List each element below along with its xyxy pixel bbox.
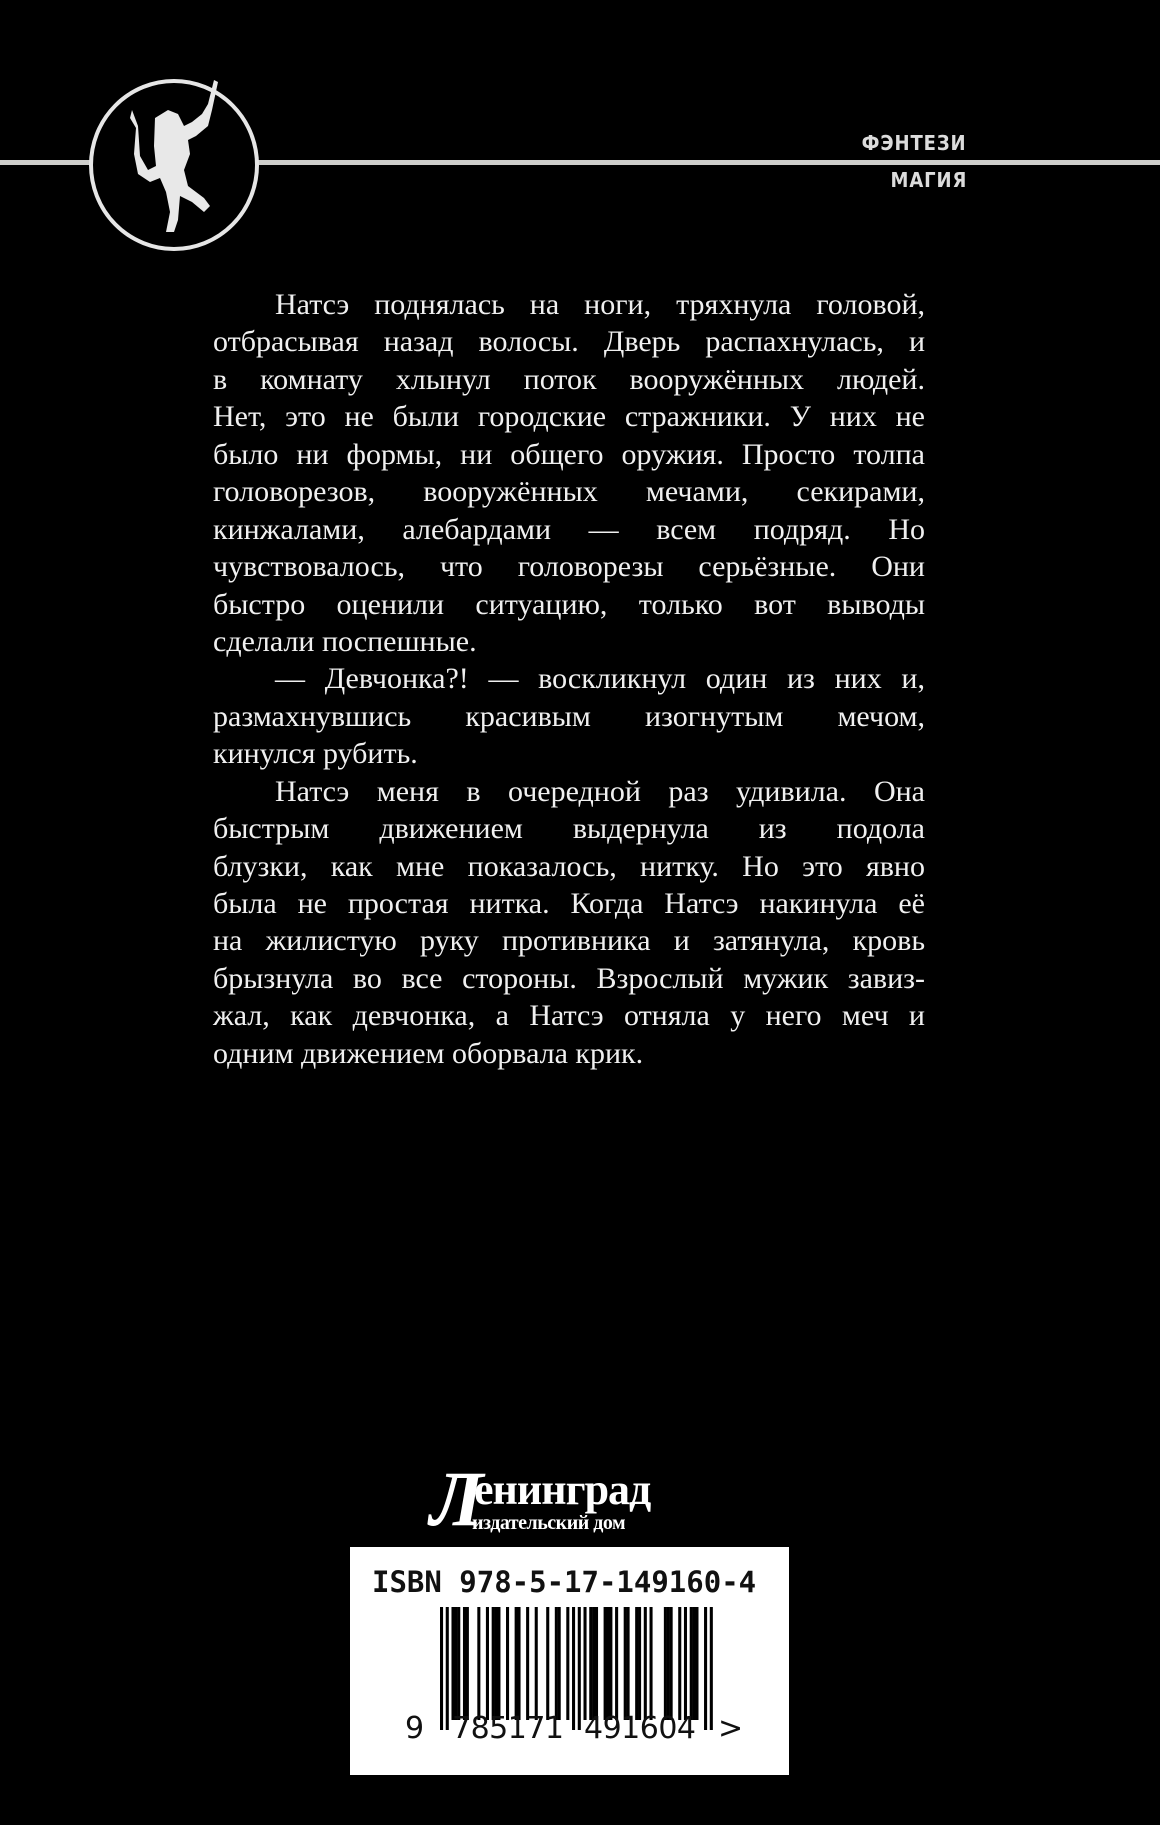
barcode-bar xyxy=(566,1607,569,1720)
barcode-bar xyxy=(446,1607,449,1730)
barcode-bar xyxy=(526,1607,529,1720)
barcode-bar xyxy=(486,1607,489,1720)
barcode-bar xyxy=(572,1607,575,1730)
isbn-barcode-block xyxy=(350,1547,789,1775)
barcode-bar xyxy=(492,1607,495,1720)
barcode-bar xyxy=(606,1607,609,1720)
barcode-bar xyxy=(451,1607,454,1720)
barcode-bar xyxy=(466,1607,469,1720)
header-rule-right xyxy=(258,160,1160,165)
isbn-number: ISBN 978-5-17-149160-4 xyxy=(372,1565,757,1599)
text-line: кинулся рубить. xyxy=(213,737,418,771)
barcode-bar xyxy=(624,1607,627,1720)
barcode-bar xyxy=(457,1607,460,1720)
barcode-bar xyxy=(650,1607,653,1720)
header-rule-left xyxy=(0,160,90,165)
text-line: — Девчонка?! — воскликнул один из них и, xyxy=(275,662,925,696)
barcode-bar xyxy=(454,1607,457,1720)
barcode-bar xyxy=(517,1607,520,1720)
barcode-bar xyxy=(667,1607,670,1720)
barcode-bar xyxy=(589,1607,592,1720)
barcode-bar xyxy=(546,1607,549,1720)
barcode-bar xyxy=(595,1607,598,1720)
barcode-bar xyxy=(704,1607,707,1730)
genre-label-magic: МАГИЯ xyxy=(890,168,967,192)
barcode-bar xyxy=(558,1607,561,1720)
text-line: чувствовалось, что головорезы серьёзные. Они xyxy=(213,550,925,584)
barcode-bar xyxy=(670,1607,673,1720)
barcode-bar xyxy=(609,1607,612,1720)
text-line: блузки, как мне показалось, нитку. Но это явно xyxy=(213,849,925,883)
barcode-bar xyxy=(627,1607,630,1720)
lion-emblem-icon xyxy=(80,70,270,260)
text-line: было ни формы, ни общего оружия. Просто толпа xyxy=(213,437,925,471)
text-line: Натсэ меня в очередной раз удивила. Она xyxy=(275,774,925,808)
text-line: брызнула во все стороны. Взрослый мужик завиз- xyxy=(213,961,925,995)
text-line: сделали поспешные. xyxy=(213,624,477,658)
barcode-bar xyxy=(584,1607,587,1720)
text-line: размахнувшись красивым изогнутым мечом, xyxy=(213,699,925,733)
barcode-bar xyxy=(477,1607,480,1720)
barcode-bar xyxy=(635,1607,638,1720)
barcode-bar xyxy=(710,1607,713,1730)
barcode-bar xyxy=(693,1607,696,1720)
excerpt-text xyxy=(213,286,925,1072)
barcode-quiet-zone-mark: > xyxy=(718,1711,744,1746)
text-line: в комнату хлынул поток вооружённых людей. xyxy=(213,362,925,396)
barcode-bar xyxy=(638,1607,641,1720)
barcode-bar xyxy=(578,1607,581,1730)
barcode-bar xyxy=(506,1607,509,1720)
barcode-bar xyxy=(690,1607,693,1720)
barcode-left-group: 785171 xyxy=(452,1711,564,1746)
barcode-bar xyxy=(535,1607,538,1720)
barcode-bar xyxy=(664,1607,667,1720)
barcode-bar xyxy=(592,1607,595,1720)
barcode-right-group: 491604 xyxy=(584,1711,696,1746)
publisher-logo xyxy=(430,1455,720,1542)
barcode-bar xyxy=(604,1607,607,1720)
text-line: быстрым движением выдернула из подола xyxy=(213,812,925,846)
barcode-bar xyxy=(555,1607,558,1720)
barcode-bar xyxy=(463,1607,466,1720)
barcode-bar xyxy=(497,1607,500,1720)
genre-label-fantasy: ФЭНТЕЗИ xyxy=(862,131,967,155)
barcode-bar xyxy=(695,1607,698,1720)
text-line: на жилистую руку противника и затянула, кровь xyxy=(213,924,925,958)
barcode-bar xyxy=(615,1607,618,1720)
barcode-bar xyxy=(678,1607,681,1720)
text-line: Нет, это не были городские стражники. У них не xyxy=(213,400,925,434)
barcode-bar xyxy=(495,1607,498,1720)
text-line: одним движением оборвала крик. xyxy=(213,1036,644,1070)
text-line: быстро оценили ситуацию, только вот выводы xyxy=(213,587,925,621)
text-line: головорезов, вооружённых мечами, секирами, xyxy=(213,475,925,509)
barcode-bar xyxy=(684,1607,687,1720)
barcode-first-digit: 9 xyxy=(405,1711,425,1746)
text-line: Натсэ поднялась на ноги, тряхнула головой, xyxy=(275,288,925,321)
text-line: была не простая нитка. Когда Натсэ накинула её xyxy=(213,887,925,920)
publisher-logo-subtitle: издательский дом xyxy=(472,1512,626,1534)
barcode-bar xyxy=(515,1607,518,1720)
barcode-bar xyxy=(440,1607,443,1730)
text-line: жал, как девчонка, а Натсэ отняла у него меч и xyxy=(213,999,925,1033)
barcode-bar xyxy=(644,1607,647,1720)
publisher-logo-name: енинград xyxy=(474,1465,651,1514)
publisher-logo-initial: Л xyxy=(430,1455,484,1542)
text-line: кинжалами, алебардами — всем подряд. Но xyxy=(213,512,925,546)
text-line: отбрасывая назад волосы. Дверь распахнулась, и xyxy=(213,325,925,359)
